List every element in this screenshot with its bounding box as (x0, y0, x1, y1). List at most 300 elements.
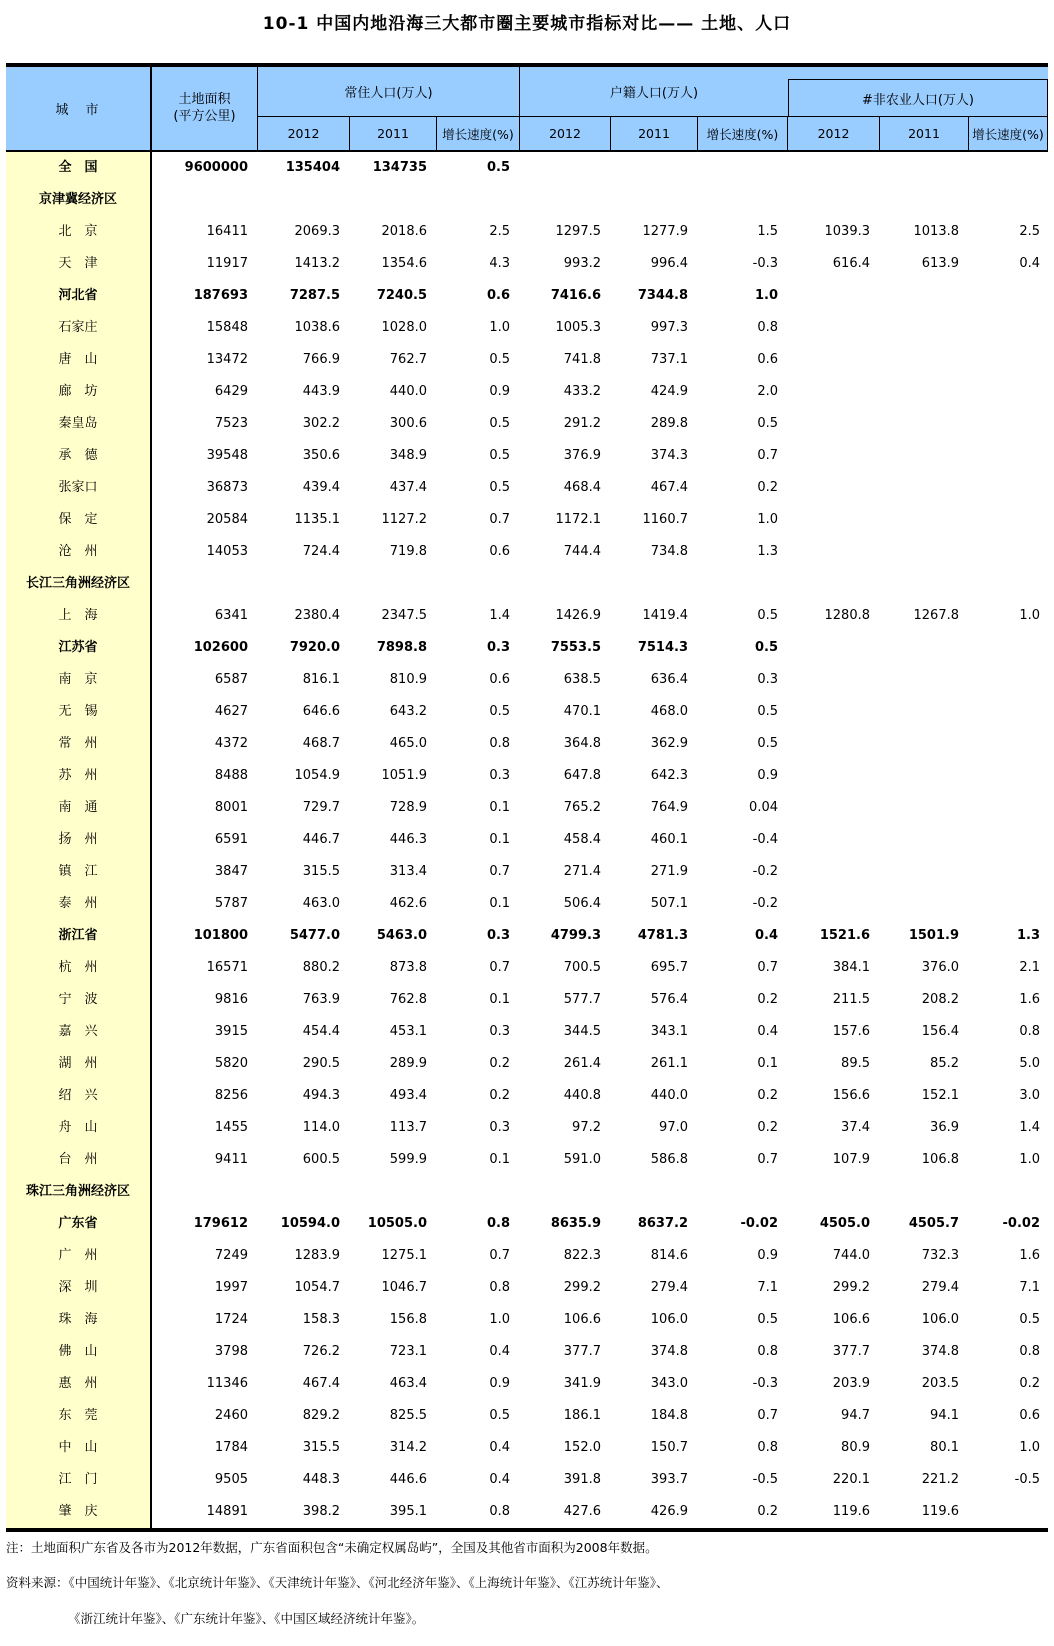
table-row (6, 152, 1048, 184)
value-cell: 728.9 (389, 800, 427, 815)
value-cell (520, 152, 611, 184)
page-title: 10-1 中国内地沿海三大都市圈主要城市指标对比—— 土地、人口 (262, 14, 792, 34)
value-cell: 744.0 (832, 1248, 870, 1263)
value-cell: 443.9 (302, 384, 340, 399)
value-cell: 465.0 (389, 736, 427, 751)
value-cell (350, 184, 437, 216)
value-cell: -0.02 (1002, 1216, 1040, 1231)
city-cell: 江苏省 (6, 632, 152, 664)
column-header-land-area (152, 67, 258, 150)
value-cell: 7514.3 (637, 640, 688, 655)
value-cell (969, 888, 1048, 920)
value-cell: 997.3 (650, 320, 688, 335)
value-cell: 376.0 (921, 960, 959, 975)
table-row (6, 312, 1048, 344)
city-cell: 上 海 (6, 600, 152, 632)
city-cell: 镇 江 (6, 856, 152, 888)
value-cell: 279.4 (921, 1280, 959, 1295)
value-cell: 0.2 (489, 1088, 510, 1103)
value-cell (437, 568, 520, 600)
value-cell: 107.9 (832, 1152, 870, 1167)
value-cell: 1054.9 (294, 768, 340, 783)
value-cell: 156.4 (921, 1024, 959, 1039)
value-cell (880, 632, 969, 664)
value-cell (788, 280, 880, 312)
value-cell: 4.3 (489, 256, 510, 271)
city-cell: 江 门 (6, 1464, 152, 1496)
value-cell: 203.5 (921, 1376, 959, 1391)
value-cell: 11917 (206, 256, 248, 271)
value-cell: 7287.5 (289, 288, 340, 303)
value-cell: 1426.9 (555, 608, 601, 623)
value-cell: 14891 (206, 1504, 248, 1519)
value-cell: 0.8 (489, 1504, 510, 1519)
value-cell: 8001 (214, 800, 248, 815)
value-cell: 114.0 (302, 1120, 340, 1135)
value-cell: 2069.3 (294, 224, 340, 239)
value-cell: 446.6 (389, 1472, 427, 1487)
value-cell: 1.6 (1019, 1248, 1040, 1263)
value-cell: 203.9 (832, 1376, 870, 1391)
table-row (6, 856, 1048, 888)
value-cell: 638.5 (563, 672, 601, 687)
table-row (6, 1464, 1048, 1496)
value-cell: 290.5 (302, 1056, 340, 1071)
value-cell (969, 152, 1048, 184)
value-cell: 1160.7 (642, 512, 688, 527)
value-cell: 374.8 (650, 1344, 688, 1359)
value-cell: 0.3 (486, 928, 510, 943)
value-cell: 97.2 (572, 1120, 601, 1135)
city-cell: 东 莞 (6, 1400, 152, 1432)
value-cell (788, 184, 880, 216)
value-cell: 80.1 (930, 1440, 959, 1455)
value-cell: 4505.0 (819, 1216, 870, 1231)
value-cell (788, 568, 880, 600)
value-cell: 314.2 (389, 1440, 427, 1455)
value-cell: 152.1 (921, 1088, 959, 1103)
value-cell: 7.1 (757, 1280, 778, 1295)
city-cell: 常 州 (6, 728, 152, 760)
value-cell: 0.3 (757, 672, 778, 687)
value-cell: 0.5 (1019, 1312, 1040, 1327)
value-cell (437, 184, 520, 216)
value-cell: 0.4 (489, 1472, 510, 1487)
value-cell: 0.3 (489, 1024, 510, 1039)
value-cell (788, 792, 880, 824)
value-cell (969, 376, 1048, 408)
value-cell (788, 440, 880, 472)
value-cell: 0.8 (1019, 1344, 1040, 1359)
value-cell: 1.6 (1019, 992, 1040, 1007)
value-cell: -0.3 (752, 256, 778, 271)
table-row (6, 1496, 1048, 1528)
value-cell: 8488 (214, 768, 248, 783)
value-cell: 0.1 (489, 832, 510, 847)
value-cell: 2.1 (1019, 960, 1040, 975)
city-cell: 承 德 (6, 440, 152, 472)
value-cell (880, 152, 969, 184)
value-cell: 6591 (214, 832, 248, 847)
value-cell: 737.1 (650, 352, 688, 367)
value-cell: 2.5 (1019, 224, 1040, 239)
value-cell: 1.0 (1019, 1152, 1040, 1167)
value-cell: 3915 (214, 1024, 248, 1039)
sub-header-resident-2011: 2011 (350, 117, 437, 150)
value-cell: 1039.3 (824, 224, 870, 239)
value-cell (520, 184, 611, 216)
value-cell: 1127.2 (381, 512, 427, 527)
value-cell: 440.8 (563, 1088, 601, 1103)
value-cell: 814.6 (650, 1248, 688, 1263)
table-row (6, 888, 1048, 920)
value-cell: 0.5 (489, 1408, 510, 1423)
value-cell (258, 184, 350, 216)
value-cell: 1784 (214, 1440, 248, 1455)
value-cell (880, 1176, 969, 1208)
value-cell: 726.2 (302, 1344, 340, 1359)
value-cell: 10594.0 (280, 1216, 340, 1231)
value-cell (788, 408, 880, 440)
value-cell: 150.7 (650, 1440, 688, 1455)
value-cell (880, 312, 969, 344)
source-line-2: 《浙江统计年鉴》、《广东统计年鉴》、《中国区域经济统计年鉴》。 (68, 1610, 425, 1626)
value-cell: -0.4 (752, 832, 778, 847)
value-cell: 440.0 (650, 1088, 688, 1103)
table-row (6, 1336, 1048, 1368)
value-cell: 157.6 (832, 1024, 870, 1039)
value-cell: 734.8 (650, 544, 688, 559)
value-cell: 616.4 (832, 256, 870, 271)
value-cell: 6429 (214, 384, 248, 399)
value-cell: 7553.5 (550, 640, 601, 655)
value-cell (350, 568, 437, 600)
value-cell: 577.7 (563, 992, 601, 1007)
value-cell: 2.5 (489, 224, 510, 239)
value-cell: 0.1 (489, 800, 510, 815)
value-cell (880, 728, 969, 760)
value-cell: 0.6 (489, 672, 510, 687)
value-cell: 156.8 (389, 1312, 427, 1327)
value-cell: 0.4 (489, 1344, 510, 1359)
value-cell (152, 184, 258, 216)
value-cell: 3.0 (1019, 1088, 1040, 1103)
value-cell: 0.5 (754, 640, 778, 655)
table-row (6, 792, 1048, 824)
value-cell: 2380.4 (294, 608, 340, 623)
table-row (6, 472, 1048, 504)
footnotes (6, 1540, 1048, 1646)
table-row (6, 824, 1048, 856)
value-cell: 0.5 (486, 160, 510, 175)
sub-header-row (258, 117, 1048, 150)
value-cell: 0.8 (489, 736, 510, 751)
value-cell (880, 856, 969, 888)
value-cell (880, 472, 969, 504)
value-cell (698, 1176, 788, 1208)
value-cell: 374.8 (921, 1344, 959, 1359)
value-cell: 0.1 (489, 1152, 510, 1167)
value-cell (698, 184, 788, 216)
city-cell: 保 定 (6, 504, 152, 536)
value-cell: 395.1 (389, 1504, 427, 1519)
value-cell: 5820 (214, 1056, 248, 1071)
value-cell: 467.4 (302, 1376, 340, 1391)
value-cell: 996.4 (650, 256, 688, 271)
value-cell: 377.7 (563, 1344, 601, 1359)
value-cell (880, 824, 969, 856)
city-cell: 舟 山 (6, 1112, 152, 1144)
city-cell: 南 通 (6, 792, 152, 824)
city-cell: 泰 州 (6, 888, 152, 920)
table-row (6, 1400, 1048, 1432)
value-cell (880, 504, 969, 536)
value-cell (788, 728, 880, 760)
value-cell: 20584 (206, 512, 248, 527)
value-cell: 586.8 (650, 1152, 688, 1167)
value-cell: 0.3 (486, 640, 510, 655)
value-cell (611, 184, 698, 216)
city-cell: 佛 山 (6, 1336, 152, 1368)
value-cell: 1.3 (757, 544, 778, 559)
value-cell (788, 152, 880, 184)
value-cell: 646.6 (302, 704, 340, 719)
city-cell: 张家口 (6, 472, 152, 504)
value-cell (788, 760, 880, 792)
value-cell: 1724 (214, 1312, 248, 1327)
value-cell: 0.6 (489, 544, 510, 559)
value-cell: 208.2 (921, 992, 959, 1007)
value-cell: 80.9 (841, 1440, 870, 1455)
value-cell: 1.4 (489, 608, 510, 623)
value-cell: 0.5 (489, 416, 510, 431)
value-cell: 1997 (214, 1280, 248, 1295)
value-cell: 723.1 (389, 1344, 427, 1359)
value-cell: 7344.8 (637, 288, 688, 303)
value-cell: 187693 (193, 288, 248, 303)
value-cell: 271.4 (563, 864, 601, 879)
value-cell: 299.2 (563, 1280, 601, 1295)
value-cell: 454.4 (302, 1024, 340, 1039)
value-cell: 364.8 (563, 736, 601, 751)
value-cell (969, 440, 1048, 472)
value-cell: 315.5 (302, 1440, 340, 1455)
table-row (6, 1240, 1048, 1272)
value-cell: 1.0 (1019, 608, 1040, 623)
sub-header-registered-growth: 增长速度(%) (698, 117, 788, 150)
value-cell: 221.2 (921, 1472, 959, 1487)
city-cell: 无 锡 (6, 696, 152, 728)
value-cell: 1413.2 (294, 256, 340, 271)
table-row (6, 504, 1048, 536)
city-cell: 苏 州 (6, 760, 152, 792)
value-cell: 289.9 (389, 1056, 427, 1071)
value-cell: 0.2 (1019, 1376, 1040, 1391)
value-cell: 106.6 (832, 1312, 870, 1327)
city-cell: 廊 坊 (6, 376, 152, 408)
value-cell: 135404 (285, 160, 340, 175)
value-cell: 343.0 (650, 1376, 688, 1391)
value-cell: 599.9 (389, 1152, 427, 1167)
value-cell: 261.1 (650, 1056, 688, 1071)
value-cell: 1054.7 (294, 1280, 340, 1295)
value-cell: 313.4 (389, 864, 427, 879)
value-cell: 764.9 (650, 800, 688, 815)
value-cell: 9600000 (184, 160, 248, 175)
value-cell (698, 152, 788, 184)
value-cell: 279.4 (650, 1280, 688, 1295)
table-row (6, 1144, 1048, 1176)
value-cell: 493.4 (389, 1088, 427, 1103)
value-cell: 0.9 (757, 1248, 778, 1263)
value-cell: 463.0 (302, 896, 340, 911)
table-header (6, 67, 1048, 152)
value-cell (350, 1176, 437, 1208)
value-cell: 1172.1 (555, 512, 601, 527)
note-line: 注：土地面积广东省及各市为2012年数据，广东省面积包含“未确定权属岛屿”，全国及其他省市面积为2008年数据。 (6, 1540, 658, 1555)
city-cell: 长江三角洲经济区 (6, 568, 152, 600)
value-cell: 6587 (214, 672, 248, 687)
value-cell (611, 152, 698, 184)
value-cell: 7249 (214, 1248, 248, 1263)
value-cell: 470.1 (563, 704, 601, 719)
value-cell: 636.4 (650, 672, 688, 687)
value-cell (788, 824, 880, 856)
value-cell: 94.7 (841, 1408, 870, 1423)
value-cell: 468.0 (650, 704, 688, 719)
value-cell (969, 856, 1048, 888)
value-cell: 85.2 (930, 1056, 959, 1071)
value-cell: 8637.2 (637, 1216, 688, 1231)
value-cell: 211.5 (832, 992, 870, 1007)
value-cell: 741.8 (563, 352, 601, 367)
value-cell: 1280.8 (824, 608, 870, 623)
value-cell: 460.1 (650, 832, 688, 847)
value-cell (969, 1496, 1048, 1528)
value-cell: 5463.0 (376, 928, 427, 943)
value-cell: 448.3 (302, 1472, 340, 1487)
value-cell: 0.7 (489, 864, 510, 879)
value-cell: 446.3 (389, 832, 427, 847)
table-row (6, 1016, 1048, 1048)
table-row (6, 920, 1048, 952)
value-cell: 719.8 (389, 544, 427, 559)
value-cell: 766.9 (302, 352, 340, 367)
value-cell (788, 472, 880, 504)
value-cell: 9816 (214, 992, 248, 1007)
table-row (6, 568, 1048, 600)
value-cell: 1277.9 (642, 224, 688, 239)
value-cell (969, 344, 1048, 376)
value-cell: 119.6 (832, 1504, 870, 1519)
value-cell: -0.02 (740, 1216, 778, 1231)
value-cell: 763.9 (302, 992, 340, 1007)
value-cell: 0.2 (757, 1120, 778, 1135)
value-cell: 0.8 (757, 1440, 778, 1455)
table-row (6, 984, 1048, 1016)
value-cell (788, 856, 880, 888)
city-cell: 珠 海 (6, 1304, 152, 1336)
city-cell: 唐 山 (6, 344, 152, 376)
value-cell (880, 376, 969, 408)
city-cell: 天 津 (6, 248, 152, 280)
table-row (6, 1080, 1048, 1112)
city-cell: 全 国 (6, 152, 152, 184)
city-cell: 湖 州 (6, 1048, 152, 1080)
value-cell: -0.5 (1014, 1472, 1040, 1487)
value-cell: 439.4 (302, 480, 340, 495)
value-cell: 762.8 (389, 992, 427, 1007)
value-cell: 0.04 (749, 800, 778, 815)
value-cell: 642.3 (650, 768, 688, 783)
table-row (6, 376, 1048, 408)
value-cell: 6341 (214, 608, 248, 623)
city-cell: 珠江三角洲经济区 (6, 1176, 152, 1208)
value-cell: 0.7 (489, 960, 510, 975)
value-cell: 1135.1 (294, 512, 340, 527)
value-cell: 1419.4 (642, 608, 688, 623)
value-cell (969, 568, 1048, 600)
city-cell: 嘉 兴 (6, 1016, 152, 1048)
value-cell (698, 568, 788, 600)
table-row (6, 728, 1048, 760)
value-cell: 0.5 (757, 1312, 778, 1327)
city-cell: 京津冀经济区 (6, 184, 152, 216)
value-cell: 0.1 (757, 1056, 778, 1071)
value-cell: 134735 (372, 160, 427, 175)
value-cell (969, 312, 1048, 344)
value-cell: 1.0 (489, 1312, 510, 1327)
value-cell: 0.4 (1019, 256, 1040, 271)
value-cell: 119.6 (921, 1504, 959, 1519)
value-cell: 993.2 (563, 256, 601, 271)
value-cell: 0.5 (757, 704, 778, 719)
value-cell: 1.0 (757, 512, 778, 527)
city-cell: 肇 庆 (6, 1496, 152, 1528)
value-cell (880, 792, 969, 824)
value-cell: 289.8 (650, 416, 688, 431)
column-header-city: 城 市 (6, 67, 152, 150)
value-cell: 1267.8 (913, 608, 959, 623)
value-cell (880, 184, 969, 216)
value-cell: 3798 (214, 1344, 248, 1359)
value-cell: 5477.0 (289, 928, 340, 943)
value-cell: 825.5 (389, 1408, 427, 1423)
value-cell: 1521.6 (819, 928, 870, 943)
value-cell: -0.2 (752, 896, 778, 911)
value-cell: 765.2 (563, 800, 601, 815)
table-row (6, 536, 1048, 568)
city-cell: 广东省 (6, 1208, 152, 1240)
table-row (6, 344, 1048, 376)
value-cell: 37.4 (841, 1120, 870, 1135)
value-cell (788, 312, 880, 344)
value-cell (969, 824, 1048, 856)
value-cell: 8635.9 (550, 1216, 601, 1231)
value-cell: 0.5 (757, 736, 778, 751)
value-cell: 0.2 (757, 1088, 778, 1103)
value-cell (969, 632, 1048, 664)
value-cell: 744.4 (563, 544, 601, 559)
value-cell: 291.2 (563, 416, 601, 431)
table-row (6, 1208, 1048, 1240)
value-cell: 1275.1 (381, 1248, 427, 1263)
value-cell: 1.3 (1016, 928, 1040, 943)
value-cell: 10505.0 (367, 1216, 427, 1231)
value-cell: 0.5 (489, 352, 510, 367)
value-cell: 0.9 (489, 384, 510, 399)
value-cell: 5787 (214, 896, 248, 911)
